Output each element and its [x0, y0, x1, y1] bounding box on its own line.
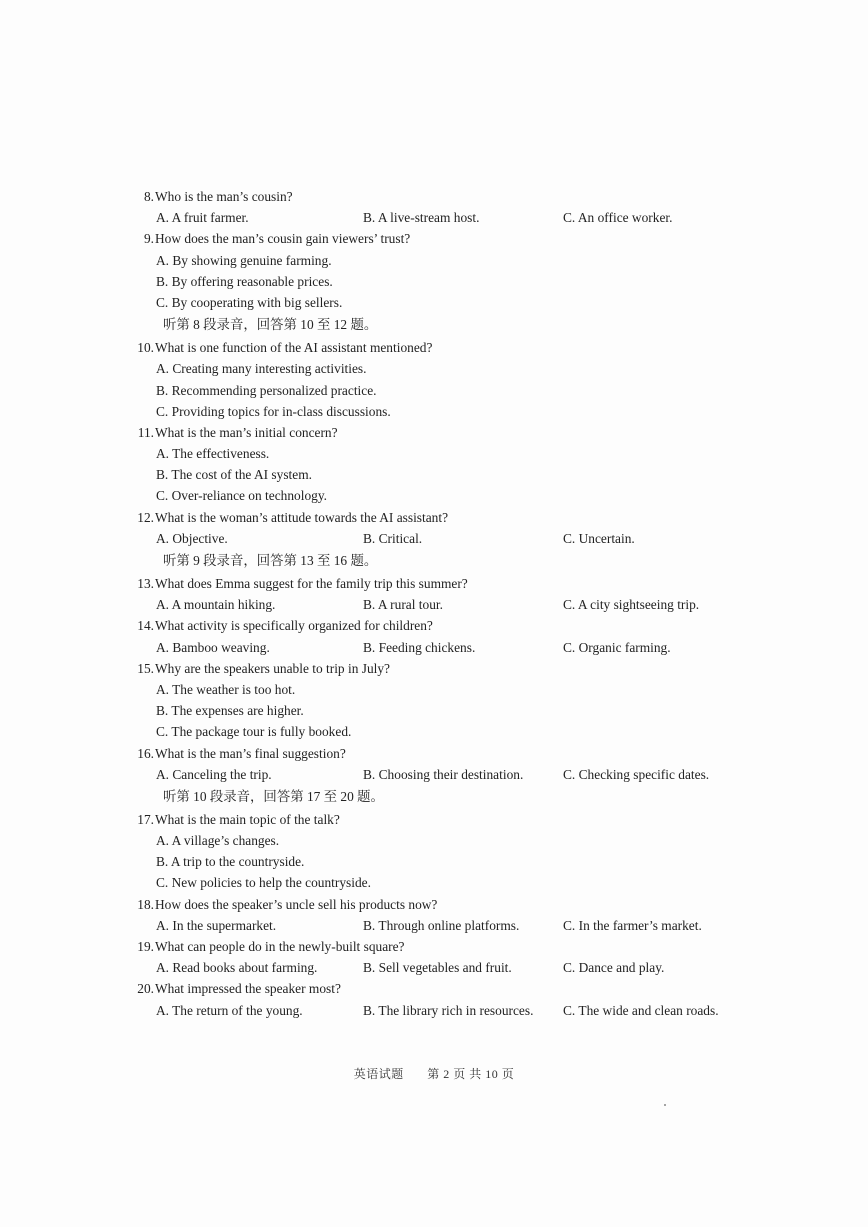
option-line: C. Over-reliance on technology. — [156, 488, 328, 504]
option-c: C. Dance and play. — [563, 960, 665, 976]
question-stem — [132, 809, 752, 830]
option-line: B. The cost of the AI system. — [156, 467, 312, 483]
question-text: What activity is specifically organized for children? — [155, 618, 433, 634]
option-c: C. An office worker. — [563, 210, 673, 226]
question-stem — [132, 978, 752, 999]
option-line: C. Providing topics for in-class discussions. — [156, 403, 391, 419]
section-instruction: 听第 10 段录音，回答第 17 至 20 题。 — [163, 788, 384, 804]
question-text: What does Emma suggest for the family trip this summer? — [155, 576, 468, 591]
question-stem — [132, 894, 752, 915]
question-number: 11. — [137, 424, 154, 440]
question-stem — [132, 337, 752, 358]
options-row — [132, 637, 752, 658]
option-a: A. In the supermarket. — [156, 917, 277, 933]
option-c: C. The wide and clean roads. — [563, 1002, 719, 1018]
options-row — [132, 207, 752, 228]
question-stem — [132, 573, 752, 594]
option-line: B. By offering reasonable prices. — [156, 273, 333, 289]
question-text: What is one function of the AI assistant mentioned? — [155, 340, 433, 356]
option-b: B. Sell vegetables and fruit. — [363, 960, 512, 976]
options-row — [132, 764, 752, 785]
option-line: C. By cooperating with big sellers. — [156, 294, 343, 310]
option-line: A. By showing genuine farming. — [156, 252, 332, 268]
question-text: What is the man’s final suggestion? — [155, 745, 346, 761]
question-text: How does the man’s cousin gain viewers’ trust? — [155, 231, 411, 247]
section-instruction: 听第 8 段录音，回答第 10 至 12 题。 — [163, 317, 378, 333]
option-c: C. Checking specific dates. — [563, 766, 710, 782]
question-text: What impressed the speaker most? — [155, 981, 341, 997]
option-line: A. The effectiveness. — [156, 446, 270, 462]
question-number: 8. — [143, 189, 154, 204]
option-a: A. A fruit farmer. — [156, 210, 249, 226]
question-text: How does the speaker’s uncle sell his products now? — [155, 896, 438, 912]
option-a: A. Read books about farming. — [156, 960, 318, 976]
option-a: A. Bamboo weaving. — [156, 639, 270, 655]
question-number: 16. — [137, 745, 154, 761]
options-row — [132, 528, 752, 549]
question-number: 19. — [137, 939, 154, 954]
question-stem — [132, 936, 752, 957]
question-list — [132, 186, 752, 1021]
options-row — [132, 1000, 752, 1021]
option-a: A. A mountain hiking. — [156, 597, 276, 613]
question-stem — [132, 186, 752, 207]
option-a: A. Objective. — [156, 530, 228, 546]
question-stem — [132, 658, 752, 679]
question-text: What can people do in the newly-built square? — [155, 939, 405, 954]
option-line: C. New policies to help the countryside. — [156, 875, 371, 891]
option-b: B. A live-stream host. — [363, 210, 480, 226]
option-line: A. Creating many interesting activities. — [156, 361, 367, 377]
question-text: What is the man’s initial concern? — [155, 424, 338, 440]
option-a: A. The return of the young. — [156, 1002, 303, 1018]
question-number: 14. — [137, 618, 154, 634]
question-number: 13. — [137, 576, 154, 591]
option-b: B. Feeding chickens. — [363, 639, 476, 655]
scan-speck — [664, 1104, 666, 1106]
question-stem — [132, 422, 752, 443]
options-row — [132, 915, 752, 936]
option-c: C. Organic farming. — [563, 639, 671, 655]
option-a: A. Canceling the trip. — [156, 766, 272, 782]
option-line: C. The package tour is fully booked. — [156, 724, 352, 740]
question-stem — [132, 743, 752, 764]
page-footer — [0, 1065, 868, 1082]
question-stem — [132, 228, 752, 249]
question-number: 18. — [137, 896, 154, 912]
question-number: 15. — [137, 660, 154, 676]
footer-subject: 英语试题 — [353, 1067, 404, 1081]
question-text: Why are the speakers unable to trip in July? — [155, 660, 391, 676]
options-row — [132, 957, 752, 978]
question-text: Who is the man’s cousin? — [155, 189, 293, 204]
question-number: 17. — [137, 811, 154, 827]
option-b: B. The library rich in resources. — [363, 1002, 534, 1018]
option-b: B. Choosing their destination. — [363, 766, 524, 782]
question-text: What is the main topic of the talk? — [155, 811, 340, 827]
option-line: B. A trip to the countryside. — [156, 854, 305, 870]
option-line: A. A village’s changes. — [156, 833, 280, 849]
option-c: C. Uncertain. — [563, 530, 635, 546]
footer-page-info: 第 2 页 共 10 页 — [427, 1067, 515, 1081]
options-row — [132, 594, 752, 615]
option-b: B. Critical. — [363, 530, 423, 546]
option-line: A. The weather is too hot. — [156, 681, 296, 697]
question-number: 12. — [137, 509, 154, 525]
question-number: 20. — [137, 981, 154, 997]
question-number: 10. — [137, 340, 154, 356]
option-line: B. Recommending personalized practice. — [156, 382, 377, 398]
option-b: B. A rural tour. — [363, 597, 443, 613]
option-c: C. A city sightseeing trip. — [563, 597, 700, 613]
question-text: What is the woman’s attitude towards the AI assistant? — [155, 509, 449, 525]
question-stem — [132, 507, 752, 528]
option-c: C. In the farmer’s market. — [563, 917, 702, 933]
section-instruction: 听第 9 段录音，回答第 13 至 16 题。 — [163, 553, 378, 568]
question-number: 9. — [143, 231, 154, 247]
question-stem — [132, 615, 752, 636]
option-b: B. Through online platforms. — [363, 917, 520, 933]
option-line: B. The expenses are higher. — [156, 703, 304, 719]
